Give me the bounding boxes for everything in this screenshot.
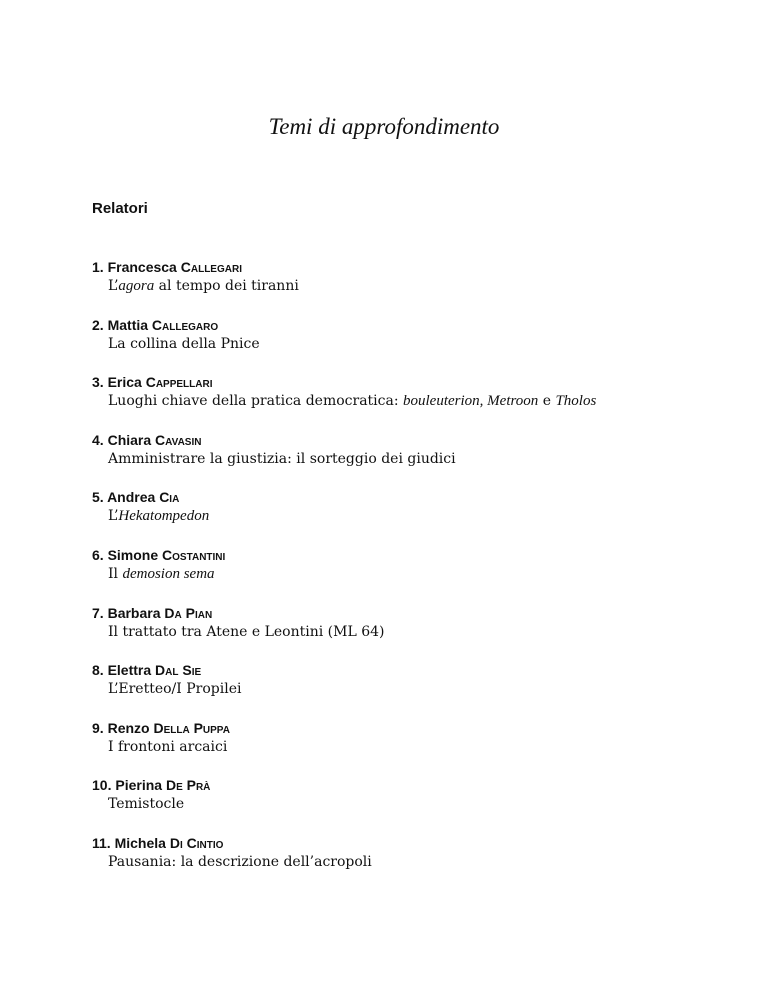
topic-text: Luoghi chiave della pratica democratica: [108,393,404,410]
speaker-first-name: Barbara [107,604,161,621]
speaker-first-name: Simone [107,546,159,563]
speaker-first-name: Mattia [107,316,149,333]
page-title: Temi di approfondimento [268,114,500,139]
speaker-first-name: Michela [114,834,166,851]
speaker-first-name: Pierina [115,777,163,794]
speaker-topic [92,564,732,584]
topic-text: L’ [108,508,119,525]
speaker-number: 1. [92,259,104,275]
speaker-item [92,316,732,374]
topic-text: L’Eretteo/I Propilei [108,681,242,698]
speaker-name [92,834,732,852]
speaker-surname: De Prà [165,777,211,794]
speaker-list [92,258,732,892]
speaker-number: 5. [92,489,104,506]
speaker-number: 11. [92,834,111,851]
speaker-topic [92,852,732,872]
speaker-topic [92,679,732,699]
speaker-first-name: Renzo [107,719,150,736]
speaker-surname: Della Puppa [153,719,230,736]
speaker-number: 4. [92,431,104,448]
speaker-item [92,373,732,431]
speaker-number: 7. [92,604,104,621]
topic-italic-term: bouleuterion, Metroon [403,393,539,410]
topic-italic-term: Tholos [555,393,597,410]
speaker-number: 9. [92,719,104,736]
section-heading: Relatori [92,200,148,217]
speaker-name [92,776,732,794]
speaker-item [92,546,732,604]
speaker-surname: Da Pian [164,604,213,621]
topic-text: e [538,393,556,410]
speaker-first-name: Chiara [107,431,152,448]
speaker-topic [92,276,732,296]
speaker-name [92,488,732,506]
topic-text: al tempo dei tiranni [154,278,299,294]
speaker-item [92,431,732,489]
speaker-first-name: Erica [107,374,142,391]
speaker-first-name: Andrea [107,489,156,506]
speaker-topic [92,737,732,757]
speaker-name [92,373,732,391]
speaker-first-name: Francesca [107,259,177,275]
topic-text: Pausania: la descrizione dell’acropoli [108,853,372,870]
topic-text: Amministrare la giustizia: il sorteggio dei giudici [108,450,456,467]
speaker-name [92,661,732,679]
speaker-number: 2. [92,316,104,333]
speaker-name [92,258,732,276]
speaker-topic [92,334,732,354]
speaker-surname: Callegaro [151,316,219,333]
speaker-surname: Di Cintio [169,834,224,851]
topic-italic-term: demosion sema [122,565,215,582]
speaker-item [92,661,732,719]
speaker-surname: Callegari [180,259,242,275]
speaker-surname: Cia [159,489,180,506]
speaker-surname: Dal Sie [155,662,202,679]
speaker-topic [92,391,732,411]
topic-text: Il trattato tra Atene e Leontini (ML 64) [108,623,385,640]
speaker-item [92,258,732,316]
speaker-item [92,488,732,546]
speaker-topic [92,449,732,469]
speaker-item [92,834,732,892]
speaker-surname: Costantini [162,546,226,563]
speaker-name [92,431,732,449]
speaker-number: 3. [92,374,104,391]
speaker-topic [92,622,732,642]
speaker-name [92,604,732,622]
speaker-number: 10. [92,777,112,794]
topic-italic-term: agora [118,278,155,294]
topic-text: La collina della Pnice [108,335,260,352]
speaker-first-name: Elettra [107,662,152,679]
speaker-topic [92,794,732,814]
speaker-number: 8. [92,662,104,679]
topic-italic-term: Hekatompedon [118,508,210,525]
speaker-number: 6. [92,546,104,563]
speaker-name [92,719,732,737]
topic-text: Temistocle [108,796,185,813]
speaker-name [92,546,732,564]
speaker-item [92,719,732,777]
topic-text: Il [108,565,123,582]
speaker-surname: Cappellari [145,374,213,391]
speaker-item [92,776,732,834]
speaker-item [92,604,732,662]
speaker-surname: Cavasin [155,431,202,448]
speaker-name [92,316,732,334]
topic-text: L’ [108,278,119,294]
speaker-topic [92,506,732,526]
topic-text: I frontoni arcaici [108,738,228,755]
